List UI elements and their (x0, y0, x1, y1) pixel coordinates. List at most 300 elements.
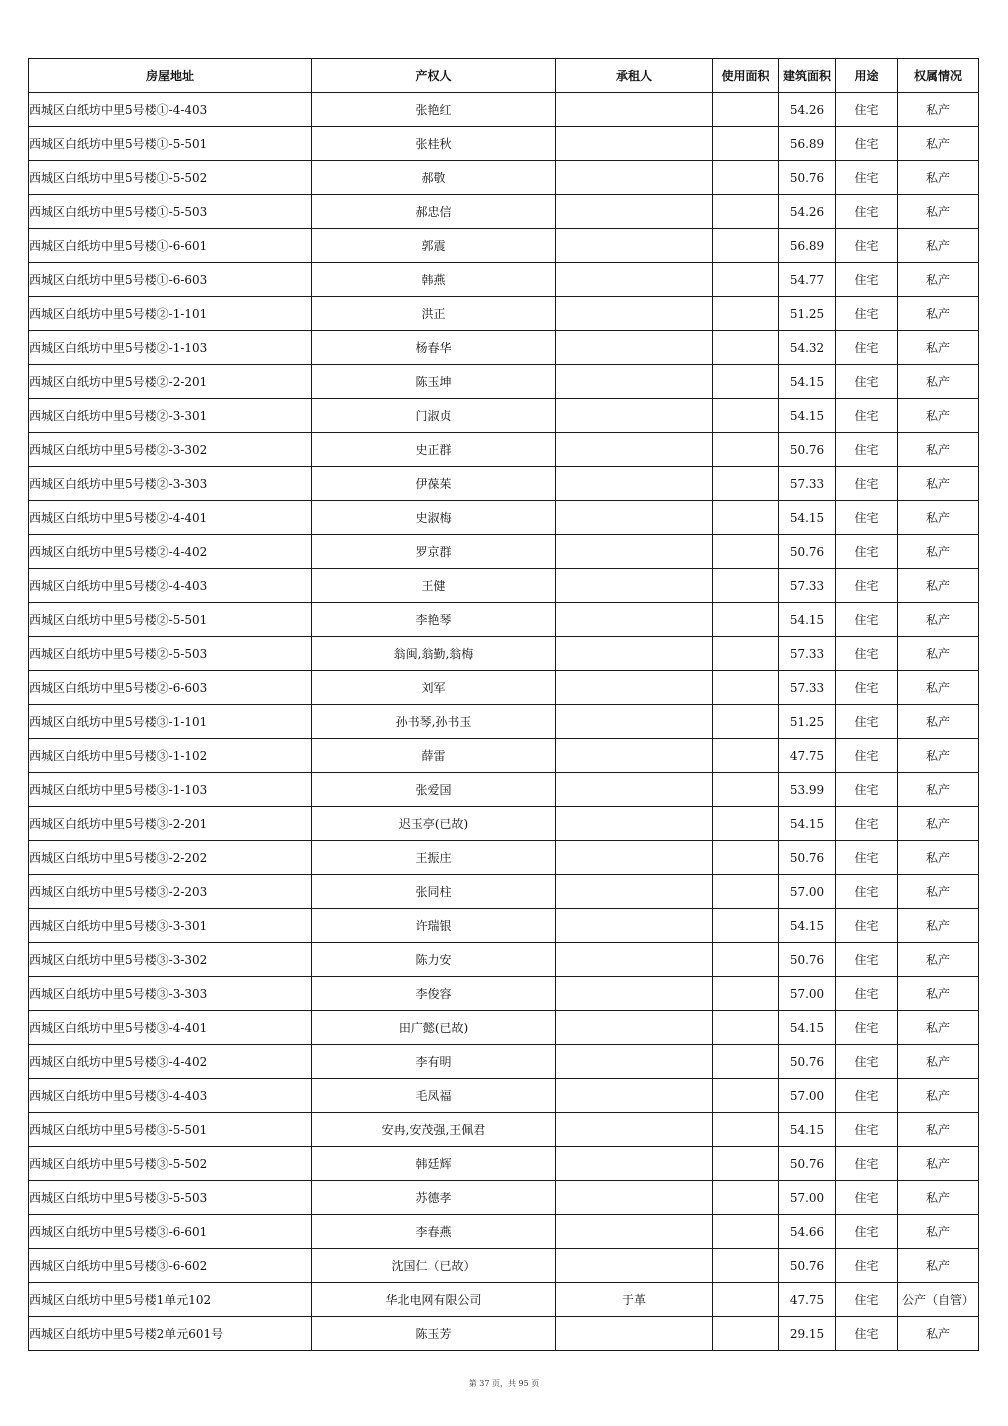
tenant-cell (556, 875, 713, 909)
building-area-cell: 50.76 (779, 1147, 836, 1181)
usable-area-cell (713, 127, 779, 161)
owner-cell: 史淑梅 (312, 501, 556, 535)
table-row (29, 365, 979, 399)
owner-cell: 薛雷 (312, 739, 556, 773)
tenant-cell (556, 909, 713, 943)
table-row (29, 93, 979, 127)
owner-cell: 安冉,安茂强,王佩君 (312, 1113, 556, 1147)
usage-cell: 住宅 (836, 1181, 898, 1215)
ownership-cell: 私产 (898, 773, 979, 807)
building-area-cell: 54.15 (779, 909, 836, 943)
usage-cell: 住宅 (836, 1011, 898, 1045)
table-row (29, 195, 979, 229)
tenant-cell (556, 671, 713, 705)
address-cell: 西城区白纸坊中里5号楼②-3-303 (29, 467, 312, 501)
building-area-cell: 50.76 (779, 943, 836, 977)
ownership-cell: 私产 (898, 1181, 979, 1215)
building-area-cell: 57.00 (779, 977, 836, 1011)
ownership-cell: 私产 (898, 1249, 979, 1283)
table-row (29, 1283, 979, 1317)
building-area-cell: 57.33 (779, 467, 836, 501)
tenant-cell (556, 297, 713, 331)
address-cell: 西城区白纸坊中里5号楼②-3-302 (29, 433, 312, 467)
tenant-cell (556, 1113, 713, 1147)
building-area-cell: 51.25 (779, 297, 836, 331)
owner-cell: 李有明 (312, 1045, 556, 1079)
table-row (29, 603, 979, 637)
building-area-cell: 54.66 (779, 1215, 836, 1249)
tenant-cell (556, 263, 713, 297)
table-row (29, 1249, 979, 1283)
usage-cell: 住宅 (836, 1283, 898, 1317)
tenant-cell (556, 195, 713, 229)
usage-cell: 住宅 (836, 399, 898, 433)
ownership-cell: 私产 (898, 1317, 979, 1351)
usage-cell: 住宅 (836, 569, 898, 603)
address-cell: 西城区白纸坊中里5号楼②-1-103 (29, 331, 312, 365)
usage-cell: 住宅 (836, 331, 898, 365)
table-row (29, 1215, 979, 1249)
ownership-cell: 私产 (898, 739, 979, 773)
owner-cell: 张桂秋 (312, 127, 556, 161)
address-cell: 西城区白纸坊中里5号楼①-6-603 (29, 263, 312, 297)
usable-area-cell (713, 365, 779, 399)
ownership-cell: 私产 (898, 943, 979, 977)
table-row (29, 1079, 979, 1113)
owner-cell: 毛凤福 (312, 1079, 556, 1113)
usage-cell: 住宅 (836, 637, 898, 671)
table-row (29, 1181, 979, 1215)
owner-cell: 迟玉亭(已故) (312, 807, 556, 841)
building-area-cell: 54.26 (779, 195, 836, 229)
owner-cell: 沈国仁（已故） (312, 1249, 556, 1283)
tenant-cell (556, 161, 713, 195)
address-cell: 西城区白纸坊中里5号楼②-3-301 (29, 399, 312, 433)
table-row (29, 705, 979, 739)
page-footer: 第 37 页，共 95 页 (468, 1379, 540, 1388)
tenant-cell: 于革 (556, 1283, 713, 1317)
ownership-cell: 私产 (898, 433, 979, 467)
owner-cell: 孙书琴,孙书玉 (312, 705, 556, 739)
usage-cell: 住宅 (836, 1249, 898, 1283)
usage-cell: 住宅 (836, 127, 898, 161)
table-row (29, 161, 979, 195)
usable-area-cell (713, 773, 779, 807)
building-area-cell: 54.32 (779, 331, 836, 365)
table-row (29, 943, 979, 977)
ownership-cell: 私产 (898, 467, 979, 501)
ownership-cell: 私产 (898, 127, 979, 161)
tenant-cell (556, 1249, 713, 1283)
tenant-cell (556, 807, 713, 841)
owner-cell: 郭震 (312, 229, 556, 263)
owner-cell: 门淑贞 (312, 399, 556, 433)
usable-area-cell (713, 977, 779, 1011)
usage-cell: 住宅 (836, 807, 898, 841)
usable-area-cell (713, 229, 779, 263)
table-row (29, 909, 979, 943)
owner-cell: 史正群 (312, 433, 556, 467)
tenant-cell (556, 365, 713, 399)
address-cell: 西城区白纸坊中里5号楼①-5-501 (29, 127, 312, 161)
tenant-cell (556, 977, 713, 1011)
ownership-cell: 私产 (898, 569, 979, 603)
ownership-cell: 私产 (898, 1147, 979, 1181)
usage-cell: 住宅 (836, 263, 898, 297)
usable-area-cell (713, 399, 779, 433)
usable-area-cell (713, 943, 779, 977)
owner-cell: 翁闽,翁勤,翁梅 (312, 637, 556, 671)
address-cell: 西城区白纸坊中里5号楼③-4-403 (29, 1079, 312, 1113)
table-row (29, 977, 979, 1011)
tenant-cell (556, 943, 713, 977)
usable-area-cell (713, 1147, 779, 1181)
ownership-cell: 私产 (898, 1113, 979, 1147)
table-row (29, 229, 979, 263)
usable-area-cell (713, 1181, 779, 1215)
address-cell: 西城区白纸坊中里5号楼②-2-201 (29, 365, 312, 399)
tenant-cell (556, 127, 713, 161)
ownership-cell: 私产 (898, 841, 979, 875)
usage-cell: 住宅 (836, 875, 898, 909)
usable-area-cell (713, 739, 779, 773)
table-row (29, 773, 979, 807)
usage-cell: 住宅 (836, 93, 898, 127)
owner-cell: 洪正 (312, 297, 556, 331)
table-row (29, 807, 979, 841)
owner-cell: 杨春华 (312, 331, 556, 365)
header-row (29, 59, 979, 93)
table-row (29, 875, 979, 909)
building-area-cell: 57.00 (779, 1181, 836, 1215)
usable-area-cell (713, 875, 779, 909)
ownership-cell: 公产（自管） (898, 1283, 979, 1317)
ownership-cell: 私产 (898, 671, 979, 705)
usage-cell: 住宅 (836, 603, 898, 637)
building-area-cell: 47.75 (779, 739, 836, 773)
address-cell: 西城区白纸坊中里5号楼③-5-503 (29, 1181, 312, 1215)
usable-area-cell (713, 1045, 779, 1079)
usage-cell: 住宅 (836, 467, 898, 501)
owner-cell: 田广懿(已故) (312, 1011, 556, 1045)
tenant-cell (556, 739, 713, 773)
usable-area-cell (713, 297, 779, 331)
address-cell: 西城区白纸坊中里5号楼②-6-603 (29, 671, 312, 705)
tenant-cell (556, 569, 713, 603)
header-usable-area: 使用面积 (713, 59, 779, 93)
table-row (29, 535, 979, 569)
usable-area-cell (713, 705, 779, 739)
address-cell: 西城区白纸坊中里5号楼③-2-201 (29, 807, 312, 841)
table-row (29, 1045, 979, 1079)
address-cell: 西城区白纸坊中里5号楼②-4-401 (29, 501, 312, 535)
ownership-cell: 私产 (898, 331, 979, 365)
table-row (29, 637, 979, 671)
ownership-cell: 私产 (898, 297, 979, 331)
building-area-cell: 47.75 (779, 1283, 836, 1317)
address-cell: 西城区白纸坊中里5号楼②-5-503 (29, 637, 312, 671)
owner-cell: 张艳红 (312, 93, 556, 127)
building-area-cell: 54.77 (779, 263, 836, 297)
tenant-cell (556, 1011, 713, 1045)
address-cell: 西城区白纸坊中里5号楼①-6-601 (29, 229, 312, 263)
ownership-cell: 私产 (898, 535, 979, 569)
owner-cell: 刘军 (312, 671, 556, 705)
tenant-cell (556, 229, 713, 263)
address-cell: 西城区白纸坊中里5号楼③-1-102 (29, 739, 312, 773)
usable-area-cell (713, 433, 779, 467)
building-area-cell: 57.33 (779, 637, 836, 671)
building-area-cell: 29.15 (779, 1317, 836, 1351)
header-building-area: 建筑面积 (779, 59, 836, 93)
address-cell: 西城区白纸坊中里5号楼①-5-503 (29, 195, 312, 229)
address-cell: 西城区白纸坊中里5号楼③-3-302 (29, 943, 312, 977)
usage-cell: 住宅 (836, 433, 898, 467)
usable-area-cell (713, 603, 779, 637)
table-row (29, 569, 979, 603)
building-area-cell: 50.76 (779, 1045, 836, 1079)
usage-cell: 住宅 (836, 705, 898, 739)
ownership-cell: 私产 (898, 263, 979, 297)
building-area-cell: 50.76 (779, 1249, 836, 1283)
building-area-cell: 53.99 (779, 773, 836, 807)
usable-area-cell (713, 909, 779, 943)
usable-area-cell (713, 1249, 779, 1283)
building-area-cell: 50.76 (779, 161, 836, 195)
ownership-cell: 私产 (898, 637, 979, 671)
table-header (29, 59, 979, 93)
table-row (29, 501, 979, 535)
table-row (29, 1113, 979, 1147)
building-area-cell: 54.15 (779, 603, 836, 637)
usage-cell: 住宅 (836, 739, 898, 773)
usage-cell: 住宅 (836, 671, 898, 705)
building-area-cell: 54.26 (779, 93, 836, 127)
usable-area-cell (713, 807, 779, 841)
owner-cell: 陈力安 (312, 943, 556, 977)
ownership-cell: 私产 (898, 807, 979, 841)
usage-cell: 住宅 (836, 773, 898, 807)
owner-cell: 张同柱 (312, 875, 556, 909)
usage-cell: 住宅 (836, 909, 898, 943)
usage-cell: 住宅 (836, 1045, 898, 1079)
table-row (29, 331, 979, 365)
usable-area-cell (713, 331, 779, 365)
address-cell: 西城区白纸坊中里5号楼②-1-101 (29, 297, 312, 331)
usable-area-cell (713, 1079, 779, 1113)
usage-cell: 住宅 (836, 1113, 898, 1147)
building-area-cell: 54.15 (779, 1113, 836, 1147)
building-area-cell: 57.00 (779, 875, 836, 909)
building-area-cell: 54.15 (779, 399, 836, 433)
tenant-cell (556, 637, 713, 671)
address-cell: 西城区白纸坊中里5号楼③-5-501 (29, 1113, 312, 1147)
usable-area-cell (713, 671, 779, 705)
usage-cell: 住宅 (836, 195, 898, 229)
usage-cell: 住宅 (836, 297, 898, 331)
ownership-cell: 私产 (898, 875, 979, 909)
address-cell: 西城区白纸坊中里5号楼③-5-502 (29, 1147, 312, 1181)
owner-cell: 罗京群 (312, 535, 556, 569)
table-row (29, 467, 979, 501)
address-cell: 西城区白纸坊中里5号楼③-4-402 (29, 1045, 312, 1079)
header-ownership: 权属情况 (898, 59, 979, 93)
ownership-cell: 私产 (898, 603, 979, 637)
usable-area-cell (713, 195, 779, 229)
owner-cell: 王健 (312, 569, 556, 603)
address-cell: 西城区白纸坊中里5号楼③-2-202 (29, 841, 312, 875)
ownership-cell: 私产 (898, 705, 979, 739)
tenant-cell (556, 1215, 713, 1249)
ownership-cell: 私产 (898, 229, 979, 263)
tenant-cell (556, 603, 713, 637)
usage-cell: 住宅 (836, 161, 898, 195)
tenant-cell (556, 1147, 713, 1181)
usage-cell: 住宅 (836, 501, 898, 535)
ownership-cell: 私产 (898, 399, 979, 433)
table-body (29, 93, 979, 1351)
address-cell: 西城区白纸坊中里5号楼③-1-103 (29, 773, 312, 807)
building-area-cell: 50.76 (779, 841, 836, 875)
owner-cell: 李春燕 (312, 1215, 556, 1249)
usable-area-cell (713, 637, 779, 671)
ownership-cell: 私产 (898, 195, 979, 229)
ownership-cell: 私产 (898, 977, 979, 1011)
owner-cell: 陈玉芳 (312, 1317, 556, 1351)
ownership-cell: 私产 (898, 93, 979, 127)
tenant-cell (556, 467, 713, 501)
owner-cell: 陈玉坤 (312, 365, 556, 399)
usage-cell: 住宅 (836, 1317, 898, 1351)
address-cell: 西城区白纸坊中里5号楼③-3-301 (29, 909, 312, 943)
ownership-cell: 私产 (898, 1079, 979, 1113)
table-row (29, 297, 979, 331)
usage-cell: 住宅 (836, 841, 898, 875)
usage-cell: 住宅 (836, 1079, 898, 1113)
tenant-cell (556, 93, 713, 127)
address-cell: 西城区白纸坊中里5号楼1单元102 (29, 1283, 312, 1317)
usable-area-cell (713, 535, 779, 569)
owner-cell: 华北电网有限公司 (312, 1283, 556, 1317)
owner-cell: 张爱国 (312, 773, 556, 807)
tenant-cell (556, 535, 713, 569)
tenant-cell (556, 433, 713, 467)
owner-cell: 韩廷辉 (312, 1147, 556, 1181)
table-row (29, 433, 979, 467)
address-cell: 西城区白纸坊中里5号楼①-5-502 (29, 161, 312, 195)
usage-cell: 住宅 (836, 943, 898, 977)
owner-cell: 许瑞银 (312, 909, 556, 943)
usable-area-cell (713, 1215, 779, 1249)
ownership-cell: 私产 (898, 1011, 979, 1045)
header-usage: 用途 (836, 59, 898, 93)
table-row (29, 1147, 979, 1181)
table-row (29, 1317, 979, 1351)
owner-cell: 王振庄 (312, 841, 556, 875)
owner-cell: 韩燕 (312, 263, 556, 297)
owner-cell: 苏德孝 (312, 1181, 556, 1215)
table-row (29, 263, 979, 297)
tenant-cell (556, 705, 713, 739)
building-area-cell: 54.15 (779, 365, 836, 399)
usable-area-cell (713, 467, 779, 501)
ownership-cell: 私产 (898, 365, 979, 399)
usage-cell: 住宅 (836, 365, 898, 399)
usable-area-cell (713, 161, 779, 195)
table-row (29, 1011, 979, 1045)
header-owner: 产权人 (312, 59, 556, 93)
address-cell: 西城区白纸坊中里5号楼③-6-602 (29, 1249, 312, 1283)
property-table (28, 58, 979, 1351)
address-cell: 西城区白纸坊中里5号楼①-4-403 (29, 93, 312, 127)
tenant-cell (556, 773, 713, 807)
usable-area-cell (713, 1317, 779, 1351)
ownership-cell: 私产 (898, 161, 979, 195)
building-area-cell: 57.00 (779, 1079, 836, 1113)
owner-cell: 郝忠信 (312, 195, 556, 229)
address-cell: 西城区白纸坊中里5号楼③-4-401 (29, 1011, 312, 1045)
owner-cell: 郝敬 (312, 161, 556, 195)
tenant-cell (556, 331, 713, 365)
tenant-cell (556, 399, 713, 433)
address-cell: 西城区白纸坊中里5号楼③-1-101 (29, 705, 312, 739)
building-area-cell: 54.15 (779, 807, 836, 841)
tenant-cell (556, 1181, 713, 1215)
usage-cell: 住宅 (836, 229, 898, 263)
address-cell: 西城区白纸坊中里5号楼③-2-203 (29, 875, 312, 909)
table-row (29, 739, 979, 773)
usable-area-cell (713, 569, 779, 603)
header-address: 房屋地址 (29, 59, 312, 93)
address-cell: 西城区白纸坊中里5号楼③-3-303 (29, 977, 312, 1011)
address-cell: 西城区白纸坊中里5号楼②-4-403 (29, 569, 312, 603)
usable-area-cell (713, 93, 779, 127)
tenant-cell (556, 501, 713, 535)
tenant-cell (556, 1045, 713, 1079)
table-row (29, 671, 979, 705)
usable-area-cell (713, 1113, 779, 1147)
table-row (29, 399, 979, 433)
building-area-cell: 54.15 (779, 501, 836, 535)
ownership-cell: 私产 (898, 1215, 979, 1249)
ownership-cell: 私产 (898, 1045, 979, 1079)
owner-cell: 李俊容 (312, 977, 556, 1011)
tenant-cell (556, 1317, 713, 1351)
building-area-cell: 57.33 (779, 569, 836, 603)
usage-cell: 住宅 (836, 1147, 898, 1181)
table-row (29, 127, 979, 161)
table-row (29, 841, 979, 875)
usable-area-cell (713, 263, 779, 297)
usage-cell: 住宅 (836, 977, 898, 1011)
usable-area-cell (713, 501, 779, 535)
usage-cell: 住宅 (836, 1215, 898, 1249)
building-area-cell: 51.25 (779, 705, 836, 739)
address-cell: 西城区白纸坊中里5号楼②-4-402 (29, 535, 312, 569)
usable-area-cell (713, 1011, 779, 1045)
building-area-cell: 56.89 (779, 229, 836, 263)
building-area-cell: 50.76 (779, 535, 836, 569)
usage-cell: 住宅 (836, 535, 898, 569)
header-tenant: 承租人 (556, 59, 713, 93)
tenant-cell (556, 1079, 713, 1113)
building-area-cell: 50.76 (779, 433, 836, 467)
ownership-cell: 私产 (898, 909, 979, 943)
address-cell: 西城区白纸坊中里5号楼③-6-601 (29, 1215, 312, 1249)
address-cell: 西城区白纸坊中里5号楼②-5-501 (29, 603, 312, 637)
building-area-cell: 57.33 (779, 671, 836, 705)
owner-cell: 伊葆茱 (312, 467, 556, 501)
